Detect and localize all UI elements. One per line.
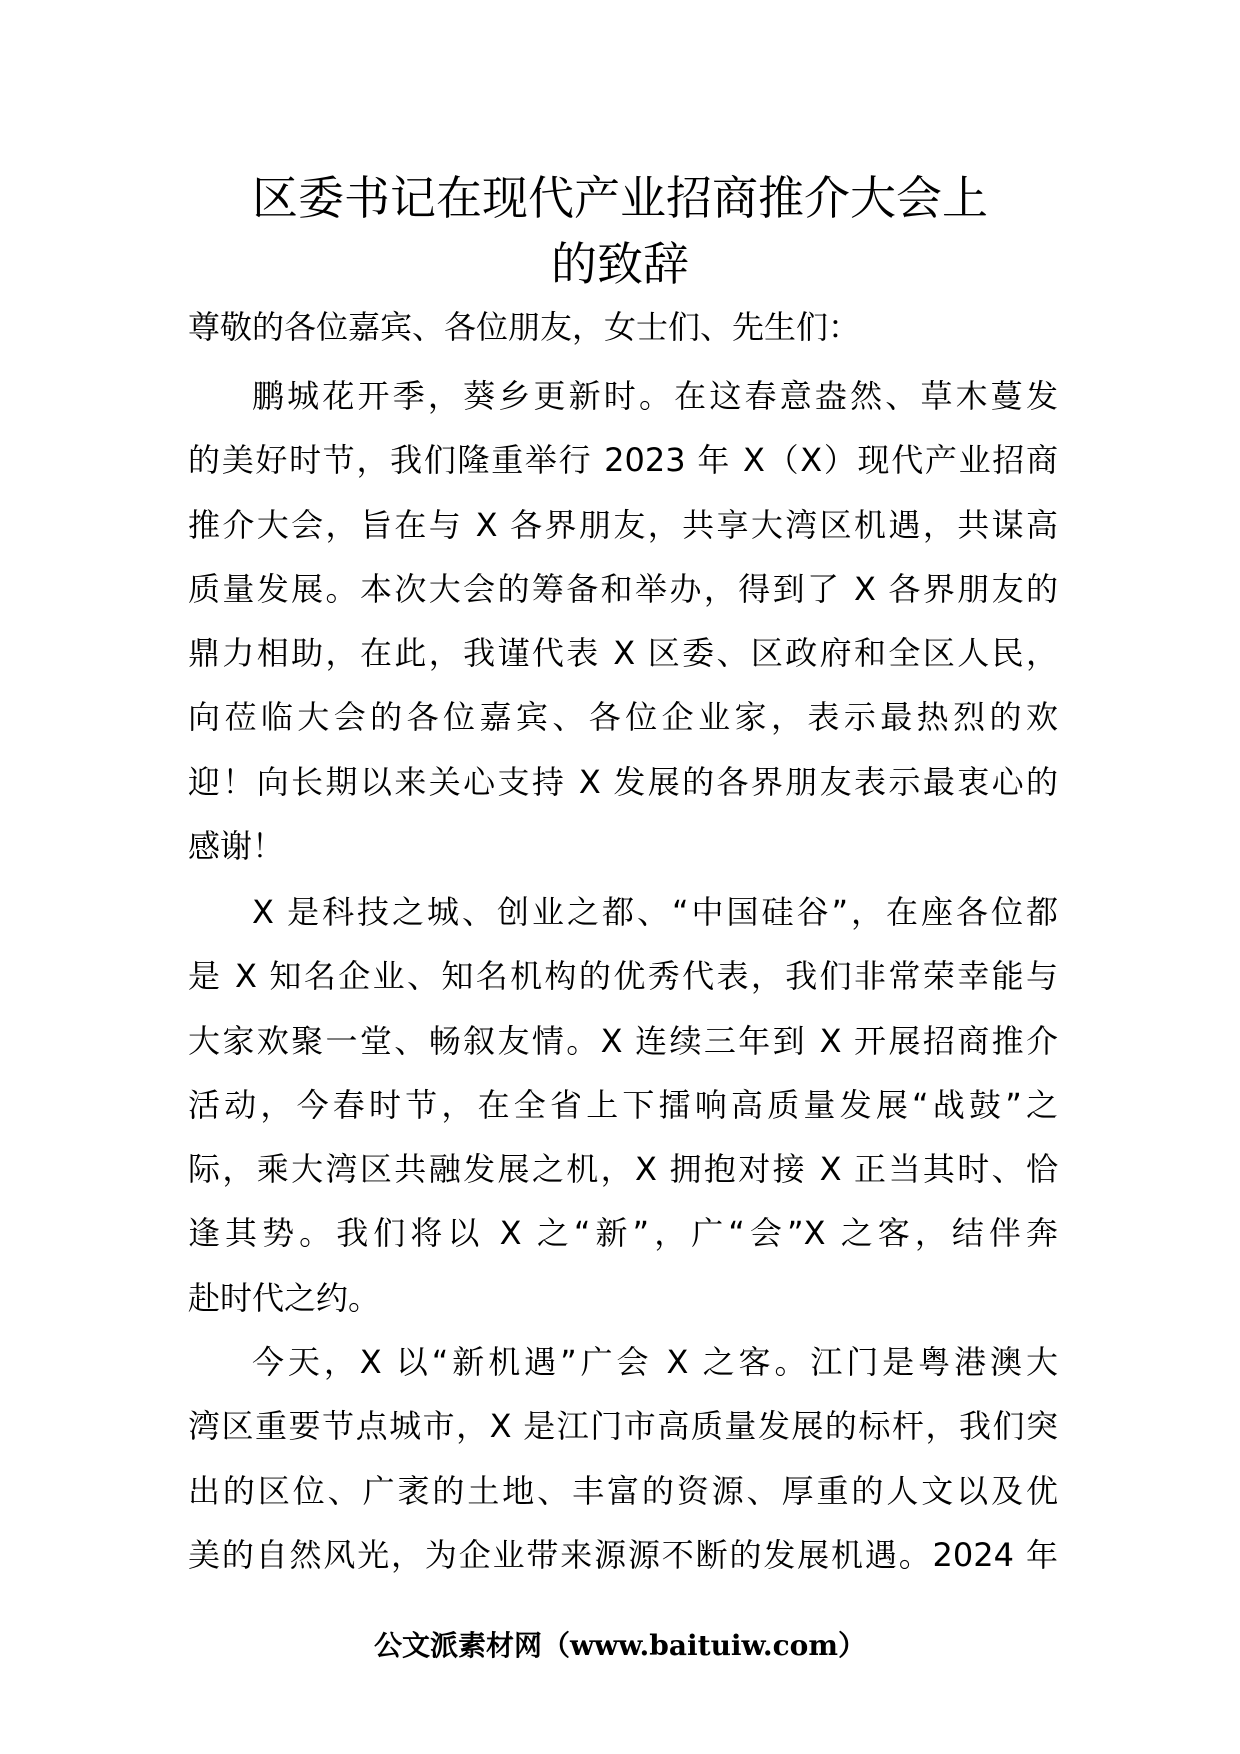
salutation: 尊敬的各位嘉宾、各位朋友，女士们、先生们： [188, 308, 861, 346]
paragraph-line: 迎！向长期以来关心支持 X 发展的各界朋友表示最衷心的 [188, 762, 1058, 801]
paragraph-line: 大家欢聚一堂、畅叙友情。X 连续三年到 X 开展招商推介 [188, 1021, 1058, 1060]
paragraph-line: 推介大会，旨在与 X 各界朋友，共享大湾区机遇，共谋高 [188, 505, 1058, 544]
paragraph-line: 的美好时节，我们隆重举行 2023 年 X（X）现代产业招商 [188, 441, 1058, 480]
paragraph-line: 出的区位、广袤的土地、丰富的资源、厚重的人文以及优 [188, 1471, 1058, 1510]
paragraph-3 [188, 1330, 1058, 1587]
paragraph-line: 赴时代之约。 [188, 1278, 381, 1317]
paragraph-line: 鹏城花开季，葵乡更新时。在这春意盎然、草木蔓发 [252, 377, 1058, 415]
paragraph-line: 质量发展。本次大会的筹备和举办，得到了 X 各界朋友的 [188, 569, 1058, 608]
paragraph-2 [188, 880, 1058, 1330]
paragraph-line: 际，乘大湾区共融发展之机，X 拥抱对接 X 正当其时、恰 [188, 1150, 1058, 1189]
paragraph-line: 湾区重要节点城市，X 是江门市高质量发展的标杆，我们突 [188, 1407, 1058, 1446]
paragraph-line: 是 X 知名企业、知名机构的优秀代表，我们非常荣幸能与 [188, 957, 1058, 996]
document-title-line-2: 的致辞 [551, 237, 689, 291]
paragraph-line: 今天，X 以“新机遇”广会 X 之客。江门是粤港澳大 [252, 1343, 1058, 1381]
paragraph-line: 美的自然风光，为企业带来源源不断的发展机遇。2024 年 [188, 1535, 1058, 1574]
paragraph-1 [188, 364, 1058, 878]
paragraph-line: 鼎力相助，在此，我谨代表 X 区委、区政府和全区人民， [188, 634, 1058, 673]
paragraph-line: 感谢！ [188, 827, 285, 866]
document-title-line-1: 区委书记在现代产业招商推介大会上 [252, 171, 988, 225]
paragraph-line: X 是科技之城、创业之都、“中国硅谷”，在座各位都 [252, 893, 1058, 931]
paragraph-line: 向莅临大会的各位嘉宾、各位企业家，表示最热烈的欢 [188, 698, 1058, 737]
paragraph-line: 逢其势。我们将以 X 之“新”，广“会”X 之客，结伴奔 [188, 1214, 1058, 1253]
footer-watermark: 公文派素材网（www.baituiw.com） [374, 1629, 866, 1662]
paragraph-line: 活动，今春时节，在全省上下擂响高质量发展“战鼓”之 [188, 1085, 1058, 1124]
